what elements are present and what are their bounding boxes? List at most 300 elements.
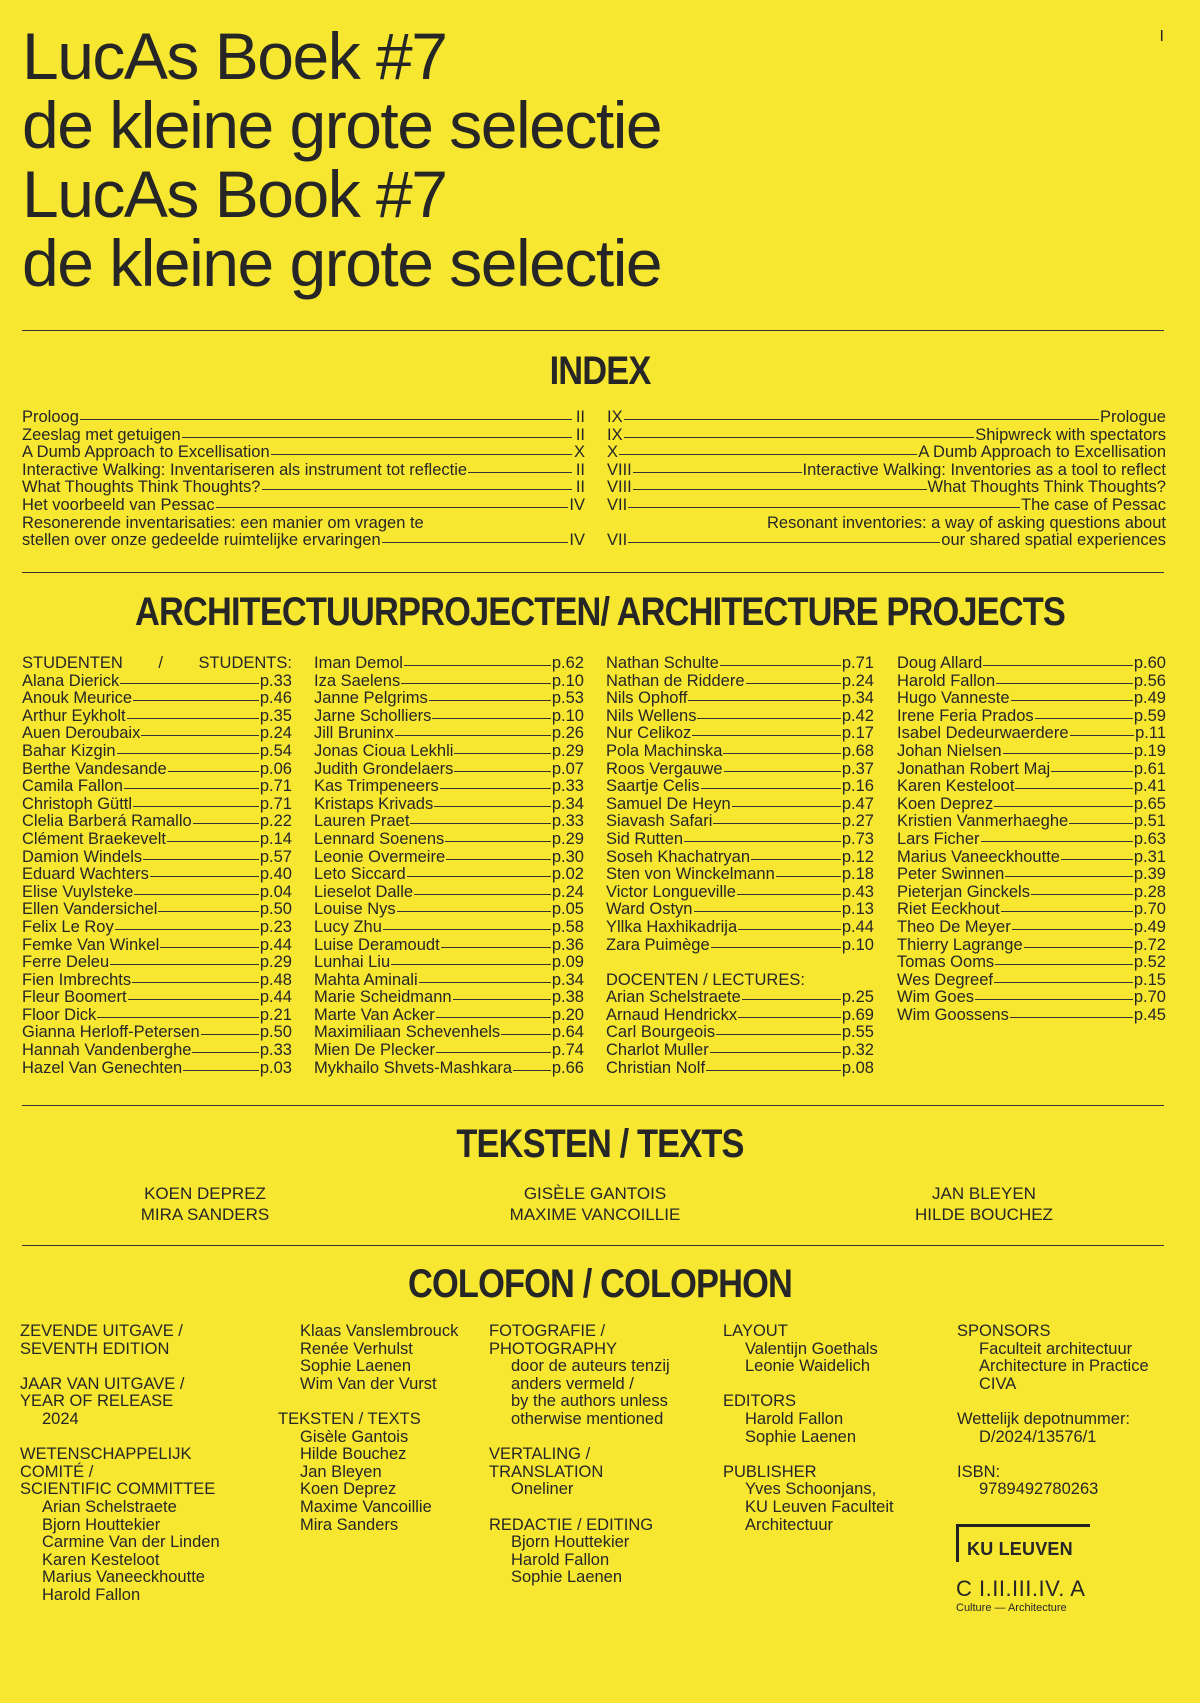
person-name: Nathan de Riddere xyxy=(606,671,745,690)
leader-line xyxy=(167,841,259,842)
project-entry xyxy=(606,1042,874,1060)
page-ref: p.14 xyxy=(259,829,292,848)
students-column-2 xyxy=(314,655,584,1077)
colophon-label: JAAR VAN UITGAVE / xyxy=(20,1374,185,1393)
person-name: Lucy Zhu xyxy=(314,917,382,936)
project-entry xyxy=(314,901,584,919)
project-entry xyxy=(606,1024,874,1042)
entry-page: IV xyxy=(569,531,585,550)
colophon-column-1 xyxy=(20,1323,220,1605)
person-name: Kristien Vanmerhaeghe xyxy=(897,812,1069,831)
leader-line xyxy=(404,665,551,666)
person-name: Lennard Soenens xyxy=(314,829,445,848)
page-ref: p.15 xyxy=(1133,970,1166,989)
page-ref: p.52 xyxy=(1133,953,1166,972)
colophon-value: Hilde Bouchez xyxy=(300,1445,407,1464)
leader-line xyxy=(513,1070,551,1071)
leader-line xyxy=(628,542,940,543)
colophon-value: by the authors unless xyxy=(511,1392,668,1411)
entry-title: Shipwreck with spectators xyxy=(975,425,1166,444)
title-line: LucAs Book #7 xyxy=(22,157,447,231)
spacer xyxy=(278,1393,458,1411)
person-name: Carl Bourgeois xyxy=(606,1023,716,1042)
project-entry xyxy=(22,673,292,691)
entry-title: A Dumb Approach to Excellisation xyxy=(918,443,1166,462)
person-name: Pieterjan Ginckels xyxy=(897,882,1030,901)
person-name: Sten von Winckelmann xyxy=(606,865,775,884)
index-entry xyxy=(22,532,585,550)
person-name: Auen Deroubaix xyxy=(22,724,141,743)
project-entry xyxy=(606,919,874,937)
page-ref: p.44 xyxy=(841,917,874,936)
index-entry xyxy=(22,444,585,462)
index-english-list xyxy=(607,409,1166,550)
person-name: Irene Feria Prados xyxy=(897,706,1034,725)
entry-page: X xyxy=(607,443,619,462)
entry-title: A Dumb Approach to Excellisation xyxy=(22,443,270,462)
person-name: Karen Kesteloot xyxy=(897,777,1015,796)
leader-line xyxy=(414,894,551,895)
person-name: Maximiliaan Schevenhels xyxy=(314,1023,501,1042)
leader-line xyxy=(1011,700,1133,701)
leader-line xyxy=(182,437,572,438)
entry-title: Proloog xyxy=(22,408,79,426)
page-ref: p.69 xyxy=(841,1005,874,1024)
person-name: Christian Nolf xyxy=(606,1058,706,1077)
leader-line xyxy=(628,507,1020,508)
page-ref: p.73 xyxy=(841,829,874,848)
leader-line xyxy=(183,1070,259,1071)
person-name: Jonas Cioua Lekhli xyxy=(314,741,454,760)
entry-page: X xyxy=(573,443,585,462)
project-entry xyxy=(606,1060,874,1078)
person-name: Gianna Herloff-Petersen xyxy=(22,1023,200,1042)
leader-line xyxy=(436,1017,551,1018)
person-name: Jarne Scholliers xyxy=(314,706,432,725)
leader-line xyxy=(694,911,841,912)
person-name: Isabel Dedeurwaerdere xyxy=(897,724,1069,743)
project-entry xyxy=(22,796,292,814)
index-entry xyxy=(22,427,585,445)
page-ref: p.41 xyxy=(1133,777,1166,796)
divider xyxy=(22,1245,1164,1246)
page-ref: p.71 xyxy=(259,777,292,796)
project-entry xyxy=(897,972,1166,990)
colophon-value: Harold Fallon xyxy=(42,1585,141,1604)
colophon-value: Gisèle Gantois xyxy=(300,1427,409,1446)
project-entry xyxy=(314,919,584,937)
leader-line xyxy=(133,700,259,701)
entry-page: IV xyxy=(569,495,585,514)
colophon-label: SPONSORS xyxy=(957,1322,1051,1340)
project-entry xyxy=(22,1042,292,1060)
index-entry xyxy=(607,427,1166,445)
ku-leuven-wordmark: KU LEUVEN xyxy=(956,1524,1090,1562)
person-name: Wim Goes xyxy=(897,988,975,1007)
project-entry xyxy=(897,989,1166,1007)
person-name: Mykhailo Shvets-Mashkara xyxy=(314,1058,513,1077)
leader-line xyxy=(633,489,927,490)
page-ref: p.27 xyxy=(841,812,874,831)
page-ref: p.30 xyxy=(551,847,584,866)
person-name: Hazel Van Genechten xyxy=(22,1058,183,1077)
leader-line xyxy=(391,964,551,965)
colophon-value: Arian Schelstraete xyxy=(42,1497,177,1516)
person-name: Ferre Deleu xyxy=(22,953,110,972)
leader-line xyxy=(128,999,259,1000)
page-ref: p.18 xyxy=(841,865,874,884)
page-ref: p.48 xyxy=(259,970,292,989)
colophon-value: Karen Kesteloot xyxy=(42,1550,160,1569)
project-entry xyxy=(897,725,1166,743)
colophon-value: Marius Vaneeckhoutte xyxy=(42,1568,205,1587)
colophon-value: 9789492780263 xyxy=(979,1480,1099,1499)
page-ref: p.10 xyxy=(551,706,584,725)
page-ref: p.33 xyxy=(551,812,584,831)
colophon-label: TRANSLATION xyxy=(489,1462,604,1481)
entry-page: VII xyxy=(607,495,628,514)
leader-line xyxy=(1031,894,1133,895)
colophon-label: TEKSTEN / TEXTS xyxy=(278,1409,421,1428)
colophon-label: PUBLISHER xyxy=(723,1462,817,1481)
page-ref: p.24 xyxy=(841,671,874,690)
person-name: Fien Imbrechts xyxy=(22,970,132,989)
ku-leuven-logo xyxy=(956,1524,1090,1614)
person-name: Felix Le Roy xyxy=(22,917,114,936)
author-name: HILDE BOUCHEZ xyxy=(915,1205,1053,1224)
person-name: Janne Pelgrims xyxy=(314,689,428,708)
person-name: Christoph Güttl xyxy=(22,794,133,813)
person-name: Jonathan Robert Maj xyxy=(897,759,1051,778)
project-entry xyxy=(606,778,874,796)
index-entry xyxy=(22,409,585,427)
leader-line xyxy=(262,489,573,490)
colophon-heading: COLOFON / COLOPHON xyxy=(408,1262,792,1306)
index-heading: INDEX xyxy=(549,349,651,393)
leader-line xyxy=(710,1052,841,1053)
project-entry xyxy=(606,743,874,761)
person-name: Thierry Lagrange xyxy=(897,935,1023,954)
person-name: Iza Saelens xyxy=(314,671,401,690)
leader-line xyxy=(453,999,551,1000)
author-name: MIRA SANDERS xyxy=(140,1205,270,1224)
person-name: Johan Nielsen xyxy=(897,741,1002,760)
index-entry xyxy=(22,497,585,515)
project-entry xyxy=(606,708,874,726)
page-ref: p.28 xyxy=(1133,882,1166,901)
page-ref: p.38 xyxy=(551,988,584,1007)
colophon-value: Wim Van der Vurst xyxy=(300,1374,437,1393)
leader-line xyxy=(720,665,841,666)
page-ref: p.50 xyxy=(259,1023,292,1042)
person-name: Nils Ophoff xyxy=(606,689,688,708)
entry-title: Resonerende inventarisaties: een manier om vragen te xyxy=(22,513,424,532)
page-ref: p.45 xyxy=(1133,1005,1166,1024)
project-entry xyxy=(606,690,874,708)
divider xyxy=(22,330,1164,331)
project-entry xyxy=(22,849,292,867)
project-entry xyxy=(314,673,584,691)
colophon-value: Sophie Laenen xyxy=(300,1357,412,1376)
page-ref: p.70 xyxy=(1133,900,1166,919)
leader-line xyxy=(117,753,259,754)
project-entry xyxy=(897,884,1166,902)
person-name: Tomas Ooms xyxy=(897,953,995,972)
colophon-value: Bjorn Houttekier xyxy=(511,1533,630,1552)
leader-line xyxy=(124,788,259,789)
person-name: Hugo Vanneste xyxy=(897,689,1010,708)
page-ref: p.26 xyxy=(551,724,584,743)
project-entry xyxy=(897,761,1166,779)
page-ref: p.29 xyxy=(551,741,584,760)
person-name: Jill Bruninx xyxy=(314,724,394,743)
person-name: Hannah Vandenberghe xyxy=(22,1041,192,1060)
leader-line xyxy=(445,841,551,842)
index-dutch-list xyxy=(22,409,585,550)
person-name: Marius Vaneeckhoutte xyxy=(897,847,1060,866)
students-heading-en: STUDENTS: xyxy=(198,654,292,672)
page-ref: p.09 xyxy=(551,953,584,972)
page-ref: p.36 xyxy=(551,935,584,954)
spacer xyxy=(723,1376,894,1394)
project-entry xyxy=(22,866,292,884)
colophon-label: SCIENTIFIC COMMITTEE xyxy=(20,1480,216,1499)
page-ref: p.60 xyxy=(1133,654,1166,672)
project-entry xyxy=(22,690,292,708)
person-name: Doug Allard xyxy=(897,654,983,672)
leader-line xyxy=(706,1070,841,1071)
index-entry xyxy=(607,515,1166,533)
project-entry xyxy=(606,901,874,919)
project-entry xyxy=(22,813,292,831)
page-ref: p.35 xyxy=(259,706,292,725)
project-entry xyxy=(314,866,584,884)
person-name: Samuel De Heyn xyxy=(606,794,731,813)
index-entry xyxy=(607,444,1166,462)
person-name: Riet Eeckhout xyxy=(897,900,1000,919)
project-entry xyxy=(314,954,584,972)
person-name: Kristaps Krivads xyxy=(314,794,434,813)
index-entry xyxy=(607,497,1166,515)
entry-title: Prologue xyxy=(1099,408,1166,426)
project-entry xyxy=(22,954,292,972)
page-ref: p.39 xyxy=(1133,865,1166,884)
leader-line xyxy=(120,683,259,684)
person-name: Lauren Praet xyxy=(314,812,410,831)
project-entry xyxy=(314,884,584,902)
leader-line xyxy=(994,806,1133,807)
page-ref: p.66 xyxy=(551,1058,584,1077)
leader-line xyxy=(1003,753,1133,754)
students-heading-separator: / xyxy=(158,654,163,672)
leader-line xyxy=(1012,929,1133,930)
colophon-label: ISBN: xyxy=(957,1462,1001,1481)
colophon-value: Sophie Laenen xyxy=(745,1427,857,1446)
project-entry xyxy=(314,972,584,990)
person-name: Lunhai Liu xyxy=(314,953,391,972)
leader-line xyxy=(401,683,551,684)
page-ref: p.25 xyxy=(841,988,874,1007)
students-column-1 xyxy=(22,655,292,1077)
entry-page: VIII xyxy=(607,460,632,479)
divider xyxy=(22,1105,1164,1106)
spacer xyxy=(489,1429,670,1447)
page-ref: p.16 xyxy=(841,777,874,796)
person-name: Mien De Plecker xyxy=(314,1041,436,1060)
entry-page: II xyxy=(575,460,585,479)
author-name: GISÈLE GANTOIS xyxy=(523,1184,667,1203)
page-ref: p.74 xyxy=(551,1041,584,1060)
project-entry xyxy=(897,831,1166,849)
faculty-mark: C I.II.III.IV. A xyxy=(956,1576,1086,1601)
person-name: Camila Fallon xyxy=(22,777,123,796)
person-name: Soseh Khachatryan xyxy=(606,847,751,866)
leader-line xyxy=(624,437,975,438)
colophon-label: EDITORS xyxy=(723,1392,797,1411)
leader-line xyxy=(440,788,551,789)
person-name: Nils Wellens xyxy=(606,706,697,725)
page-ref: p.34 xyxy=(551,970,584,989)
colophon-value: Harold Fallon xyxy=(745,1409,844,1428)
page-ref: p.44 xyxy=(259,935,292,954)
page-ref: p.17 xyxy=(841,724,874,743)
project-entry xyxy=(314,989,584,1007)
leader-line xyxy=(684,841,841,842)
page-ref: p.68 xyxy=(841,741,874,760)
person-name: Yllka Haxhikadrija xyxy=(606,917,738,936)
page-ref: p.49 xyxy=(1133,917,1166,936)
page-ref: p.31 xyxy=(1133,847,1166,866)
title-line: LucAs Boek #7 xyxy=(22,19,447,93)
leader-line xyxy=(150,876,259,877)
leader-line xyxy=(619,454,917,455)
project-entry xyxy=(897,708,1166,726)
person-name: Alana Dierick xyxy=(22,671,120,690)
person-name: Zara Puimège xyxy=(606,935,710,954)
leader-line xyxy=(80,419,572,420)
person-name: Floor Dick xyxy=(22,1005,97,1024)
page-ref: p.24 xyxy=(259,724,292,743)
page-ref: p.37 xyxy=(841,759,874,778)
project-entry xyxy=(606,761,874,779)
page-ref: p.32 xyxy=(841,1041,874,1060)
author-name: MAXIME VANCOILLIE xyxy=(509,1205,681,1224)
leader-line xyxy=(1061,859,1133,860)
page-ref: p.57 xyxy=(259,847,292,866)
person-name: Eduard Wachters xyxy=(22,865,149,884)
colophon-value: Harold Fallon xyxy=(511,1550,610,1569)
person-name: Victor Longueville xyxy=(606,882,736,901)
texts-authors-column xyxy=(85,1183,325,1225)
leader-line xyxy=(216,507,569,508)
person-name: Anouk Meurice xyxy=(22,689,133,708)
project-entry xyxy=(314,937,584,955)
person-name: Elise Vuylsteke xyxy=(22,882,134,901)
colophon-column-4 xyxy=(723,1323,894,1534)
page-ref: p.29 xyxy=(259,953,292,972)
project-entry xyxy=(897,849,1166,867)
entry-title: What Thoughts Think Thoughts? xyxy=(927,478,1166,497)
person-name: Sid Rutten xyxy=(606,829,684,848)
title-block xyxy=(22,19,662,300)
leader-line xyxy=(143,859,259,860)
person-name: Ellen Vandersichel xyxy=(22,900,158,919)
person-name: Marie Scheidmann xyxy=(314,988,452,1007)
entry-title: What Thoughts Think Thoughts? xyxy=(22,478,261,497)
spacer xyxy=(20,1358,220,1376)
colophon-label: Wettelijk depotnummer: xyxy=(957,1409,1131,1428)
index-entry xyxy=(607,479,1166,497)
leader-line xyxy=(697,718,840,719)
leader-line xyxy=(383,929,551,930)
leader-line xyxy=(193,823,259,824)
page-ref: p.42 xyxy=(841,706,874,725)
project-entry xyxy=(22,884,292,902)
person-name: Wim Goossens xyxy=(897,1005,1009,1024)
colophon-label: REDACTIE / EDITING xyxy=(489,1515,654,1534)
colophon-value: Sophie Laenen xyxy=(511,1568,623,1587)
divider xyxy=(22,572,1164,573)
leader-line xyxy=(1069,823,1133,824)
person-name: Leonie Overmeire xyxy=(314,847,446,866)
students-heading-nl: STUDENTEN xyxy=(22,654,123,672)
project-entry xyxy=(606,884,874,902)
page-ref: p.43 xyxy=(841,882,874,901)
project-entry xyxy=(606,1007,874,1025)
colophon-value: Klaas Vanslembrouck xyxy=(300,1322,459,1340)
author-name: JAN BLEYEN xyxy=(932,1184,1036,1203)
colophon-column-3 xyxy=(489,1323,670,1587)
entry-title: Resonant inventories: a way of asking questions about xyxy=(767,513,1166,532)
page-ref: p.21 xyxy=(259,1005,292,1024)
person-name: Lieselot Dalle xyxy=(314,882,414,901)
person-name: Leto Siccard xyxy=(314,865,406,884)
leader-line xyxy=(419,982,551,983)
project-entry xyxy=(897,655,1166,673)
project-entry xyxy=(897,1007,1166,1025)
person-name: Peter Swinnen xyxy=(897,865,1005,884)
page-ref: p.06 xyxy=(259,759,292,778)
project-entry xyxy=(314,655,584,673)
page-ref: p.62 xyxy=(551,654,584,672)
colophon-value: Faculteit architectuur xyxy=(979,1339,1133,1358)
project-entry xyxy=(314,849,584,867)
leader-line xyxy=(716,1034,841,1035)
project-entry xyxy=(897,813,1166,831)
entry-title: Zeeslag met getuigen xyxy=(22,425,181,444)
page-ref: p.33 xyxy=(259,671,292,690)
leader-line xyxy=(746,683,841,684)
entry-title: stellen over onze gedeelde ruimtelijke ervaringen xyxy=(22,531,381,550)
leader-line xyxy=(127,718,259,719)
leader-line xyxy=(737,894,841,895)
page-ref: p.34 xyxy=(551,794,584,813)
project-entry xyxy=(22,919,292,937)
person-name: Judith Grondelaers xyxy=(314,759,454,778)
page-ref: p.08 xyxy=(841,1058,874,1077)
page-ref: p.72 xyxy=(1133,935,1166,954)
project-entry xyxy=(22,708,292,726)
person-name: Pola Machinska xyxy=(606,741,723,760)
person-name: Theo De Meyer xyxy=(897,917,1011,936)
page-ref: p.13 xyxy=(841,900,874,919)
person-name: Charlot Muller xyxy=(606,1041,709,1060)
person-name: Arian Schelstraete xyxy=(606,988,741,1007)
project-entry xyxy=(22,901,292,919)
page-ref: p.64 xyxy=(551,1023,584,1042)
page-ref: p.63 xyxy=(1133,829,1166,848)
page-ref: p.47 xyxy=(841,794,874,813)
